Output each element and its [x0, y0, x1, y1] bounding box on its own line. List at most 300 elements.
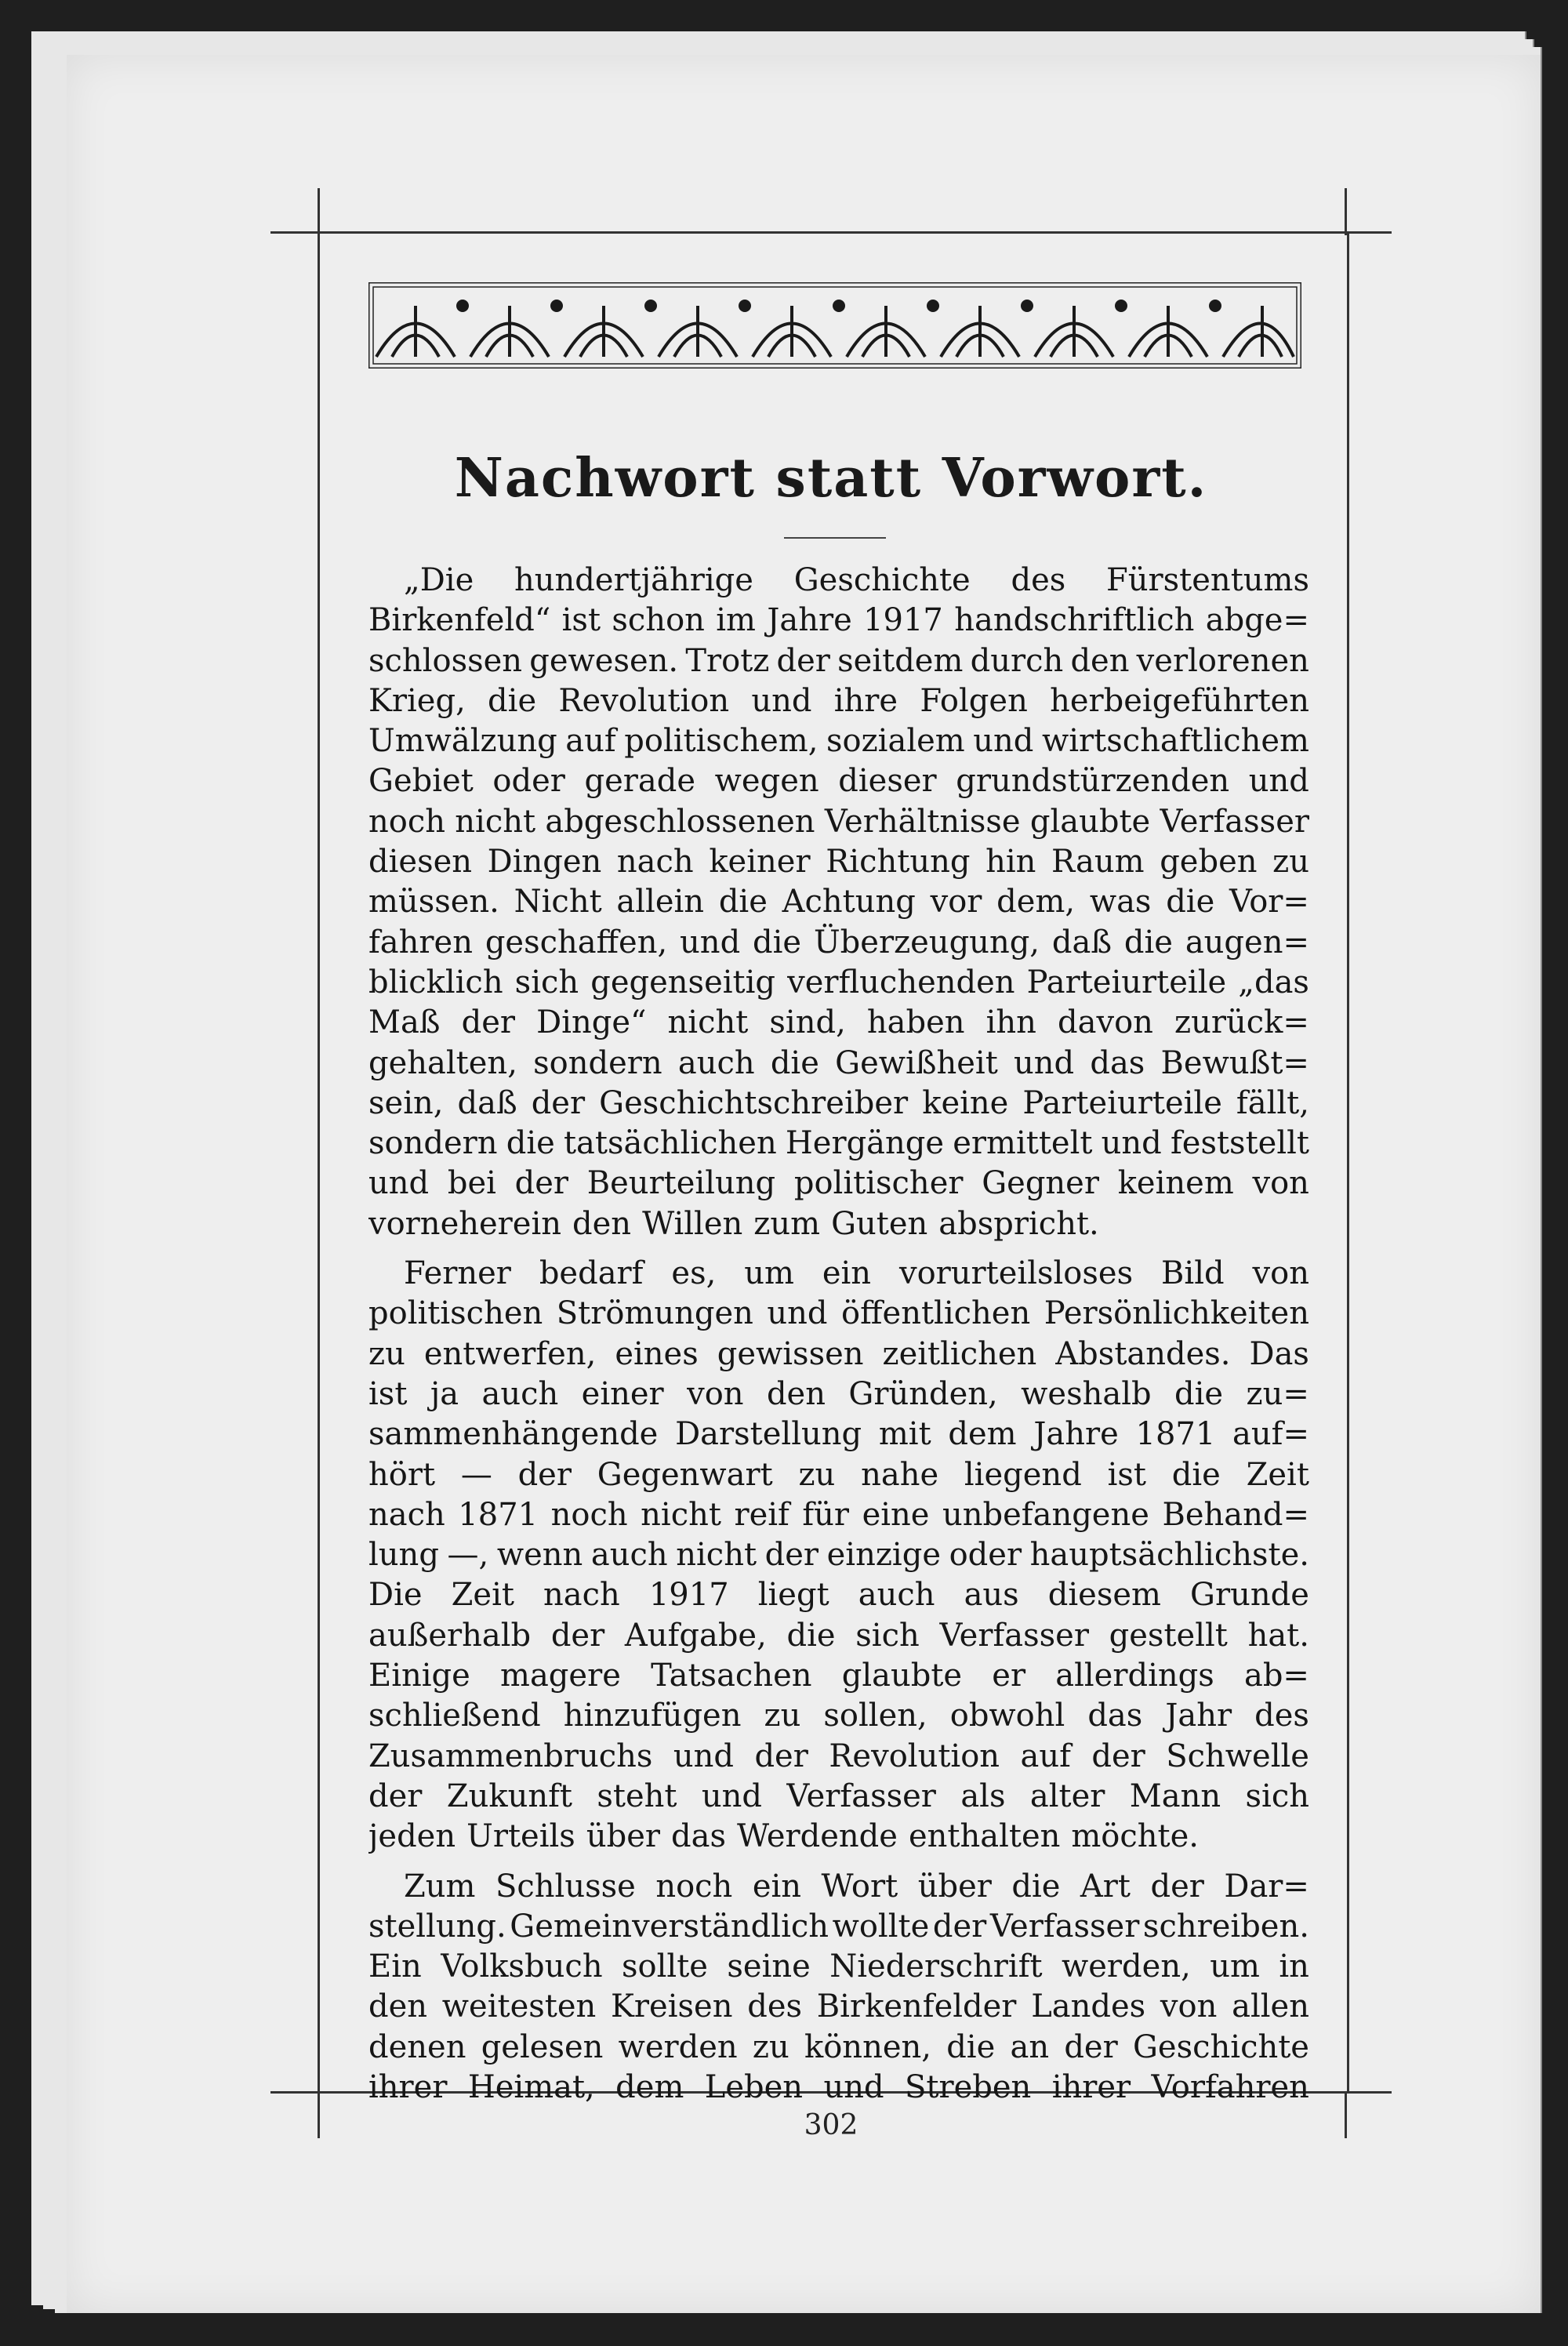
word: und: [973, 723, 1034, 760]
word: Gebiet: [368, 763, 474, 800]
word: keiner: [709, 844, 811, 881]
word: in: [1279, 1948, 1309, 1985]
word: handschriftlich: [954, 602, 1195, 639]
word: allerdings: [1055, 1658, 1214, 1694]
word: gewissen: [717, 1335, 864, 1372]
word: Verhältnisse: [824, 803, 1021, 840]
text-line: [368, 1987, 1309, 2027]
word: Heimat,: [467, 2068, 595, 2105]
word: von: [1252, 1255, 1309, 1292]
word: Trotz: [685, 642, 770, 679]
ornamental-header-band: [368, 282, 1301, 369]
word: um: [1210, 1948, 1260, 1985]
word: Art: [1080, 1868, 1131, 1905]
word: reif: [734, 1496, 789, 1533]
word: einer: [581, 1375, 664, 1412]
word: die: [1166, 884, 1215, 921]
word: gelesen: [481, 2028, 604, 2065]
word: —: [460, 1456, 492, 1493]
word: der: [1091, 1738, 1145, 1774]
word: der: [531, 1084, 586, 1121]
word: der: [1150, 1868, 1204, 1905]
word: Jahre: [767, 602, 852, 639]
text-line: [368, 1535, 1309, 1575]
word: noch: [655, 1868, 733, 1905]
text-line: [368, 882, 1309, 922]
word: auch: [481, 1375, 559, 1412]
word: eine: [862, 1496, 930, 1533]
word: zu=: [1246, 1375, 1309, 1412]
word: sein,: [368, 1084, 444, 1121]
word: seitdem: [837, 642, 964, 679]
word: er: [992, 1658, 1026, 1694]
word: auch: [590, 1537, 668, 1574]
word: Hergänge: [785, 1125, 945, 1162]
text-line: [368, 2068, 1309, 2108]
word: dem: [615, 2068, 684, 2105]
word: jeden: [368, 1818, 456, 1855]
word: das: [1090, 1044, 1145, 1081]
text-line: [368, 1495, 1309, 1535]
word: die: [488, 682, 537, 719]
word: tatsächlichen: [563, 1125, 777, 1162]
word: der: [368, 1778, 423, 1814]
word: ihn: [985, 1004, 1036, 1041]
word: Strömungen: [556, 1295, 753, 1332]
word: die: [1174, 1375, 1224, 1412]
word: ab=: [1243, 1658, 1309, 1694]
word: daß: [1051, 924, 1112, 961]
word: ihrer: [368, 2068, 448, 2105]
word: das: [1087, 1698, 1143, 1734]
word: von: [1160, 1988, 1218, 2025]
word: außerhalb: [368, 1617, 532, 1654]
word: mit: [878, 1416, 931, 1453]
word: ihre: [833, 682, 898, 719]
word: alter: [1029, 1778, 1105, 1814]
word: Verfasser: [939, 1617, 1089, 1654]
word: Nicht: [514, 884, 602, 921]
word: müssen.: [368, 884, 499, 921]
word: nicht: [667, 1004, 749, 1041]
word: gewesen.: [529, 642, 679, 679]
word: sich: [855, 1617, 920, 1654]
word: davon: [1058, 1004, 1153, 1041]
text-line: [368, 1737, 1309, 1777]
word: schließend: [368, 1698, 541, 1734]
word: Achtung: [782, 884, 916, 921]
word: den: [572, 1205, 632, 1242]
frame-tick: [1345, 188, 1347, 235]
text-line: [368, 681, 1309, 721]
word: Maß: [368, 1004, 441, 1041]
word: denen: [368, 2028, 466, 2065]
word: abge=: [1205, 602, 1309, 639]
word: 1917: [863, 602, 943, 639]
chapter-heading: Nachwort statt Vorwort.: [454, 447, 1208, 510]
word: Zusammenbruchs: [368, 1738, 653, 1774]
word: die: [1171, 1456, 1221, 1493]
word: auf: [565, 723, 616, 760]
word: und: [673, 1738, 734, 1774]
word: von: [1252, 1165, 1309, 1202]
text-line: [368, 1907, 1309, 1947]
word: es,: [671, 1255, 717, 1292]
word: ist: [368, 1375, 408, 1412]
word: magere: [500, 1658, 621, 1694]
word: Bewußt=: [1160, 1044, 1309, 1081]
word: Dar=: [1224, 1868, 1309, 1905]
word: Zum: [404, 1868, 476, 1905]
word: steht: [597, 1778, 677, 1814]
word: dem: [948, 1416, 1017, 1453]
text-line: [368, 1867, 1309, 1907]
word: politischen: [368, 1295, 543, 1332]
word: Abstandes.: [1055, 1335, 1231, 1372]
word: abspricht.: [938, 1205, 1099, 1242]
word: sollen,: [823, 1698, 927, 1734]
word: sich: [514, 964, 579, 1000]
text-line: [368, 1777, 1309, 1817]
text-line: [368, 1084, 1309, 1124]
word: und: [751, 682, 812, 719]
word: Revolution: [829, 1738, 1000, 1774]
word: die: [506, 1125, 555, 1162]
word: dem,: [996, 884, 1076, 921]
word: des: [1254, 1698, 1309, 1734]
word: „Die: [404, 562, 474, 598]
word: Zeit: [451, 1577, 514, 1614]
word: Zukunft: [446, 1778, 572, 1814]
word: Krieg,: [368, 682, 466, 719]
word: Urteils: [466, 1818, 575, 1855]
text-line: [368, 1414, 1309, 1454]
text-line: [368, 1124, 1309, 1164]
word: zu: [798, 1456, 836, 1493]
word: 1871: [1135, 1416, 1216, 1453]
word: den: [766, 1375, 826, 1412]
text-line: [368, 1294, 1309, 1334]
word: glaubte: [1029, 803, 1151, 840]
word: Geschichtschreiber: [599, 1084, 909, 1121]
word: die: [718, 884, 768, 921]
word: auch: [858, 1577, 935, 1614]
word: bei: [447, 1165, 496, 1202]
word: nahe: [861, 1456, 939, 1493]
word: Grunde: [1190, 1577, 1309, 1614]
word: und: [368, 1165, 430, 1202]
word: und: [767, 1295, 828, 1332]
word: Guten: [831, 1205, 928, 1242]
text-line: [368, 1003, 1309, 1043]
word: zu: [752, 2028, 789, 2065]
word: wirtschaftlichem: [1041, 723, 1309, 760]
word: wegen: [714, 763, 819, 800]
word: sind,: [769, 1004, 846, 1041]
word: grundstürzenden: [956, 763, 1230, 800]
word: ein: [822, 1255, 872, 1292]
word: Vor=: [1229, 884, 1309, 921]
word: der: [461, 1004, 516, 1041]
word: Kreisen: [611, 1988, 733, 2025]
word: ja: [430, 1375, 459, 1412]
word: der: [550, 1617, 605, 1654]
word: und: [680, 924, 741, 961]
word: Streben: [904, 2068, 1032, 2105]
word: sondern: [533, 1044, 662, 1081]
word: allein: [616, 884, 705, 921]
word: Mann: [1129, 1778, 1221, 1814]
body-text: [368, 561, 1309, 2108]
word: ein: [752, 1868, 802, 1905]
word: sozialem: [826, 723, 965, 760]
word: verfluchenden: [787, 964, 1015, 1000]
text-line: [368, 923, 1309, 963]
word: Gemeinverständlich: [510, 1908, 829, 1945]
word: Werdende: [736, 1818, 898, 1855]
text-line: [368, 721, 1309, 761]
word: Geschichte: [1132, 2028, 1309, 2065]
word: Revolution: [558, 682, 730, 719]
word: ermittelt: [953, 1125, 1093, 1162]
word: und: [1248, 763, 1309, 800]
word: Birkenfelder: [816, 1988, 1017, 2025]
word: Beurteilung: [586, 1165, 776, 1202]
word: Parteiurteile: [1026, 964, 1227, 1000]
word: der: [517, 1456, 572, 1493]
text-line: [368, 842, 1309, 882]
word: nicht: [676, 1537, 757, 1574]
word: Raum: [1051, 844, 1145, 881]
word: nach: [368, 1496, 445, 1533]
text-line: [368, 761, 1309, 801]
word: Birkenfeld“: [368, 602, 551, 639]
word: geschaffen,: [485, 924, 668, 961]
word: sich: [1245, 1778, 1309, 1814]
word: diesem: [1047, 1577, 1161, 1614]
word: Schlusse: [495, 1868, 636, 1905]
word: politischer: [793, 1165, 964, 1202]
word: daß: [457, 1084, 517, 1121]
word: gestellt: [1109, 1617, 1228, 1654]
word: möchte.: [1071, 1818, 1200, 1855]
word: Gewißheit: [835, 1044, 998, 1081]
word: des: [747, 1988, 803, 2025]
word: hinzufügen: [563, 1698, 742, 1734]
word: weshalb: [1021, 1375, 1152, 1412]
paragraph-gap: [368, 1858, 1309, 1867]
word: von: [687, 1375, 744, 1412]
frame-tick: [1345, 2091, 1347, 2138]
word: durch: [970, 642, 1064, 679]
word: Gründen,: [848, 1375, 998, 1412]
text-line: [368, 641, 1309, 681]
word: obwohl: [949, 1698, 1065, 1734]
word: die: [786, 1617, 836, 1654]
word: und: [1101, 1125, 1162, 1162]
word: diesen: [368, 844, 473, 881]
frame-tick: [318, 188, 320, 235]
word: Fürstentums: [1106, 562, 1309, 598]
word: dieser: [838, 763, 937, 800]
word: die: [1123, 924, 1173, 961]
word: das: [671, 1818, 726, 1855]
word: oder: [949, 1537, 1022, 1574]
word: Persönlichkeiten: [1044, 1295, 1309, 1332]
word: noch: [550, 1496, 628, 1533]
word: eines: [615, 1335, 699, 1372]
word: werden: [618, 2028, 738, 2065]
word: liegend: [964, 1456, 1082, 1493]
word: Dingen: [487, 844, 602, 881]
word: lung: [368, 1537, 439, 1574]
word: Das: [1249, 1335, 1309, 1372]
word: feststellt: [1170, 1125, 1309, 1162]
text-line: [368, 1656, 1309, 1696]
text-line: [368, 2028, 1309, 2068]
word: die: [770, 1044, 819, 1081]
word: Jahre: [1033, 1416, 1119, 1453]
word: nach: [543, 1577, 620, 1614]
word: stellung.: [368, 1908, 506, 1945]
word: und: [1014, 1044, 1075, 1081]
word: vorurteilsloses: [898, 1255, 1134, 1292]
word: über: [586, 1818, 660, 1855]
heading-divider: [784, 537, 886, 539]
word: Willen: [642, 1205, 743, 1242]
word: zu: [368, 1335, 405, 1372]
word: zum: [753, 1205, 821, 1242]
word: Geschichte: [793, 562, 971, 598]
word: Jahr: [1165, 1698, 1232, 1734]
word: der: [754, 1738, 808, 1774]
word: was: [1089, 884, 1152, 921]
word: Tatsachen: [651, 1658, 812, 1694]
word: Folgen: [920, 682, 1028, 719]
word: schlossen: [368, 642, 523, 679]
word: augen=: [1185, 924, 1309, 961]
word: Die: [368, 1577, 423, 1614]
word: an: [1010, 2028, 1050, 2065]
word: allen: [1232, 1988, 1309, 2025]
word: der: [1064, 2028, 1118, 2065]
word: sollte: [622, 1948, 708, 1985]
word: gehalten,: [368, 1044, 517, 1081]
word: „das: [1238, 964, 1309, 1000]
word: zu: [1272, 844, 1309, 881]
word: gegenseitig: [590, 964, 776, 1000]
word: der: [776, 642, 830, 679]
text-line: [368, 601, 1309, 641]
word: wenn: [496, 1537, 583, 1574]
text-line: [368, 1696, 1309, 1736]
word: politischem,: [624, 723, 818, 760]
word: als: [960, 1778, 1006, 1814]
word: hundertjährige: [514, 562, 753, 598]
word: hin: [985, 844, 1036, 881]
text-line: [368, 1335, 1309, 1375]
word: die: [753, 924, 802, 961]
word: verlorenen: [1136, 642, 1309, 679]
word: Schwelle: [1166, 1738, 1309, 1774]
word: geben: [1160, 844, 1258, 881]
word: Landes: [1031, 1988, 1146, 2025]
word: entwerfen,: [423, 1335, 597, 1372]
word: um: [744, 1255, 794, 1292]
word: Ferner: [404, 1255, 511, 1292]
word: noch: [368, 803, 446, 840]
text-line: [368, 1375, 1309, 1414]
word: vor: [930, 884, 982, 921]
word: Dinge“: [536, 1004, 647, 1041]
word: Umwälzung: [368, 723, 557, 760]
text-line: [368, 963, 1309, 1003]
word: 1871: [458, 1496, 539, 1533]
word: des: [1011, 562, 1066, 598]
word: vorneherein: [368, 1205, 562, 1242]
word: zurück=: [1174, 1004, 1309, 1041]
word: Verfasser: [1160, 803, 1309, 840]
word: herbeigeführten: [1050, 682, 1309, 719]
word: unbefangene: [942, 1496, 1149, 1533]
word: haben: [866, 1004, 965, 1041]
word: Vorfahren: [1151, 2068, 1309, 2105]
text-line: [368, 1616, 1309, 1656]
word: der: [514, 1165, 569, 1202]
text-line: [368, 1044, 1309, 1084]
word: weitesten: [441, 1988, 597, 2025]
word: einzige: [826, 1537, 941, 1574]
text-line: [368, 1947, 1309, 1987]
word: den: [1070, 642, 1130, 679]
word: —,: [447, 1537, 489, 1574]
word: Darstellung: [675, 1416, 862, 1453]
word: auf: [1020, 1738, 1071, 1774]
word: schon: [612, 602, 705, 639]
word: liegt: [757, 1577, 829, 1614]
word: über: [917, 1868, 992, 1905]
word: können,: [804, 2028, 931, 2065]
word: werden,: [1062, 1948, 1191, 1985]
text-line: [368, 1164, 1309, 1204]
word: der: [932, 1908, 987, 1945]
word: Leben: [704, 2068, 804, 2105]
word: oder: [492, 763, 565, 800]
text-line: [368, 1204, 1309, 1244]
word: blicklich: [368, 964, 503, 1000]
word: auch: [677, 1044, 755, 1081]
word: im: [716, 602, 756, 639]
word: fahren: [368, 924, 473, 961]
word: der: [764, 1537, 819, 1574]
page-number: 302: [804, 2109, 858, 2141]
word: Parteiurteile: [1022, 1084, 1222, 1121]
word: ihrer: [1051, 2068, 1131, 2105]
word: und: [701, 1778, 763, 1814]
word: aus: [964, 1577, 1019, 1614]
text-line: [368, 1254, 1309, 1294]
word: hat.: [1247, 1617, 1309, 1654]
word: 1917: [648, 1577, 729, 1614]
word: Einige: [368, 1658, 470, 1694]
word: wollte: [832, 1908, 930, 1945]
word: Gegenwart: [597, 1456, 773, 1493]
word: zeitlichen: [882, 1335, 1037, 1372]
word: abgeschlossenen: [545, 803, 815, 840]
word: sondern: [368, 1125, 498, 1162]
word: auf=: [1232, 1416, 1309, 1453]
word: keine: [922, 1084, 1009, 1121]
